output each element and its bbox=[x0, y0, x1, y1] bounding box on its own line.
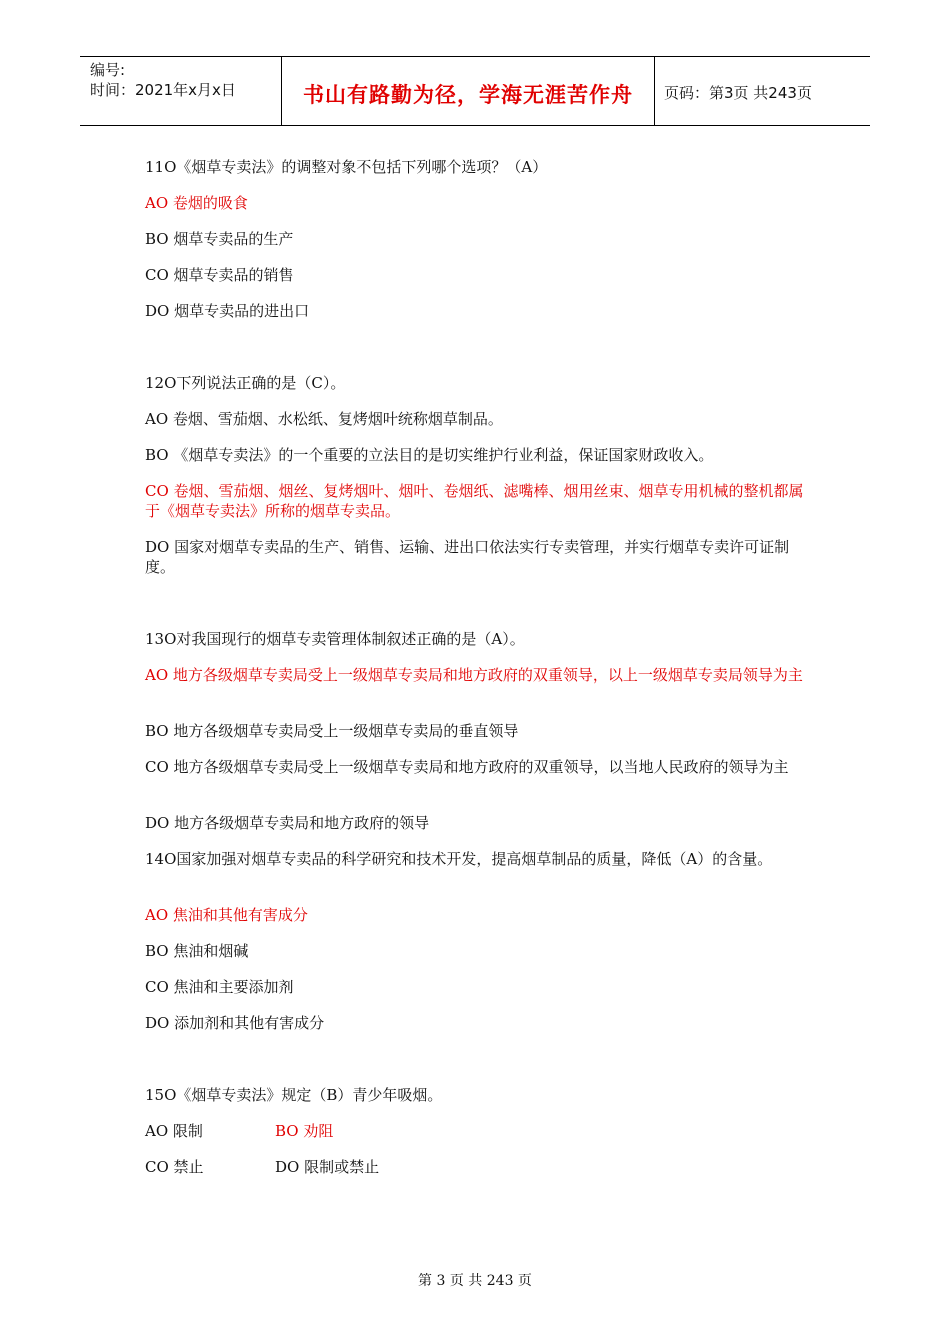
option-correct: CO 卷烟、雪茄烟、烟丝、复烤烟叶、烟叶、卷烟纸、滤嘴棒、烟用丝束、烟草专用机械的整机都属于《烟草专卖法》所称的烟草专卖品。 bbox=[145, 482, 804, 520]
option: AO 卷烟、雪茄烟、水松纸、复烤烟叶统称烟草制品。 bbox=[145, 410, 503, 428]
time-label: 时间：2021年x月x日 bbox=[90, 81, 236, 99]
option: BO 《烟草专卖法》的一个重要的立法目的是切实维护行业利益，保证国家财政收入。 bbox=[145, 446, 714, 464]
option: DO 国家对烟草专卖品的生产、销售、运输、进出口依法实行专卖管理，并实行烟草专卖许可证制度。 bbox=[145, 538, 790, 576]
option: BO 地方各级烟草专卖局受上一级烟草专卖局的垂直领导 bbox=[145, 722, 519, 740]
header-page-info: 页码：第3页 共243页 bbox=[664, 84, 812, 102]
option: CO 地方各级烟草专卖局受上一级烟草专卖局和地方政府的双重领导，以当地人民政府的领导为主 bbox=[145, 758, 789, 776]
option: DO 烟草专卖品的进出口 bbox=[145, 302, 310, 320]
question-stem: 13O对我国现行的烟草专卖管理体制叙述正确的是（A）。 bbox=[145, 630, 525, 648]
header-motto: 书山有路勤为径，学海无涯苦作舟 bbox=[303, 83, 633, 107]
number-label: 编号: bbox=[90, 61, 126, 79]
option: BO 焦油和烟碱 bbox=[145, 942, 249, 960]
option: CO 禁止 bbox=[145, 1158, 204, 1176]
option: CO 焦油和主要添加剂 bbox=[145, 978, 294, 996]
option: DO 添加剂和其他有害成分 bbox=[145, 1014, 325, 1032]
option-correct: AO 焦油和其他有害成分 bbox=[145, 906, 308, 924]
option: DO 限制或禁止 bbox=[275, 1158, 380, 1176]
option: CO 烟草专卖品的销售 bbox=[145, 266, 294, 284]
question-stem: 11O《烟草专卖法》的调整对象不包括下列哪个选项？（A） bbox=[145, 158, 548, 176]
header-meta bbox=[90, 60, 236, 100]
question-stem: 15O《烟草专卖法》规定（B）青少年吸烟。 bbox=[145, 1086, 443, 1104]
page-header bbox=[80, 56, 870, 126]
option: BO 烟草专卖品的生产 bbox=[145, 230, 294, 248]
question-stem: 14O国家加强对烟草专卖品的科学研究和技术开发，提高烟草制品的质量，降低（A）的含量。 bbox=[145, 850, 773, 868]
page-footer: 第 3 页 共 243 页 bbox=[418, 1273, 532, 1289]
option-row bbox=[145, 1121, 810, 1141]
option: AO 限制 bbox=[145, 1122, 203, 1140]
option-correct: AO 卷烟的吸食 bbox=[145, 194, 248, 212]
option-correct: BO 劝阻 bbox=[275, 1122, 334, 1140]
option-correct: AO 地方各级烟草专卖局受上一级烟草专卖局和地方政府的双重领导，以上一级烟草专卖局领导为主 bbox=[145, 666, 803, 684]
option: DO 地方各级烟草专卖局和地方政府的领导 bbox=[145, 814, 430, 832]
question-stem: 12O下列说法正确的是（C）。 bbox=[145, 374, 346, 392]
header-divider bbox=[654, 57, 655, 125]
option-row bbox=[145, 1157, 810, 1177]
